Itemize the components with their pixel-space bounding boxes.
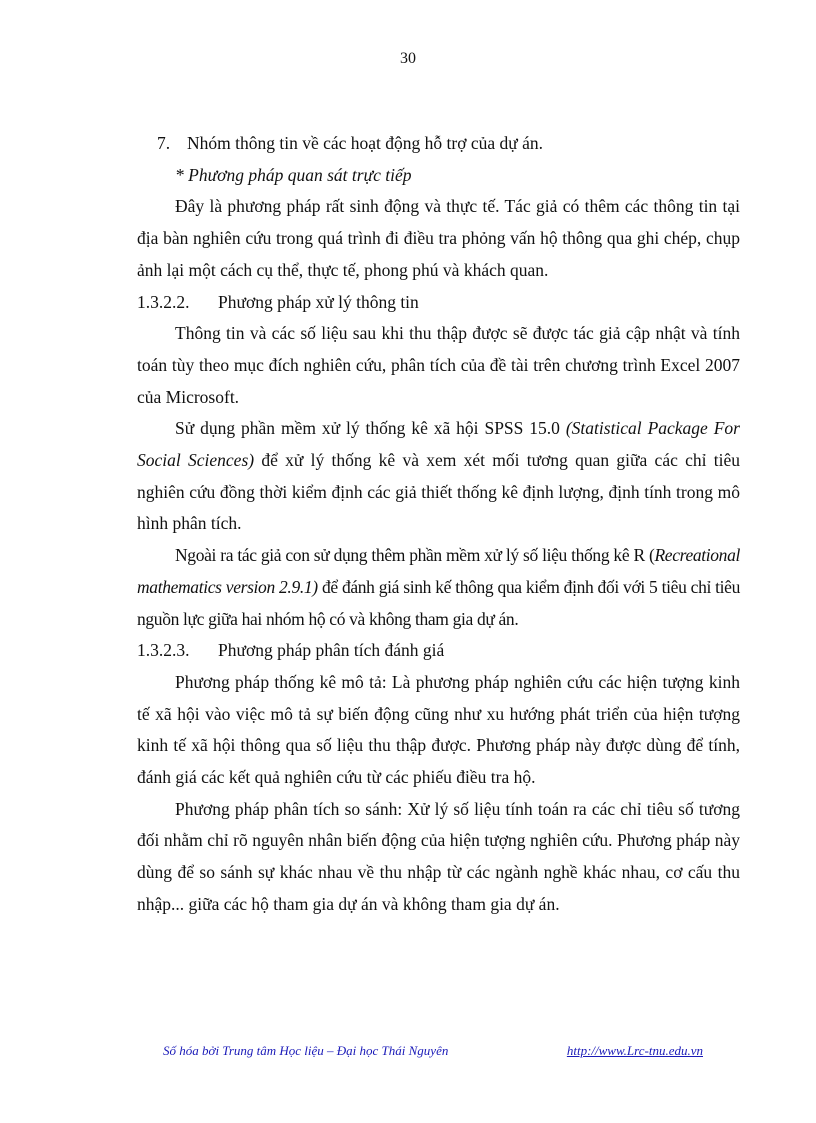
section-title: Phương pháp xử lý thông tin <box>218 291 419 312</box>
direct-observation-paragraph: Đây là phương pháp rất sinh động và thực tế. Tác giả có thêm các thông tin tại địa bàn nghiên cứu trong quá trình đi điều tra phỏng vấn hộ thông qua ghi chép, chụp ảnh lại một cách cụ thể, thực tế, phong phú và khách quan. <box>137 196 740 280</box>
section-title: Phương pháp phân tích đánh giá <box>218 640 445 661</box>
section-number: 1.3.2.3. <box>137 640 190 661</box>
list-item-text: Nhóm thông tin về các hoạt động hỗ trợ của dự án. <box>187 133 544 153</box>
section-heading-1-3-2-3 <box>137 635 740 667</box>
processing-paragraph: Thông tin và các số liệu sau khi thu thập được sẽ được tác giả cập nhật và tính toán tùy theo mục đích nghiên cứu, phân tích của đề tài trên chương trình Excel 2007 của Microsoft. <box>137 323 740 407</box>
spss-paragraph <box>137 413 740 540</box>
r-text-after: để đánh giá sinh kế thông qua kiểm định đối với 5 tiêu chỉ tiêu nguồn lực giữa hai nhóm hộ có và không tham gia dự án. <box>137 576 740 629</box>
r-text-before: Ngoài ra tác giả con sử dụng thêm phần mềm xử lý số liệu thống kê R ( <box>175 545 655 566</box>
footer-digitized-by: Số hóa bởi Trung tâm Học liệu – Đại học Thái Nguyên <box>163 1043 449 1058</box>
spss-full-name: (Statistical Package For Social Sciences) <box>137 418 740 471</box>
spss-text-before: Sử dụng phần mềm xử lý thống kê xã hội SPSS 15.0 <box>175 418 566 439</box>
page-number: 30 <box>400 50 416 67</box>
list-item-7 <box>137 128 740 160</box>
list-number: 7. <box>157 133 171 153</box>
section-number: 1.3.2.2. <box>137 291 190 312</box>
spss-text-after: để xử lý thống kê và xem xét mối tương quan giữa các chỉ tiêu nghiên cứu đồng thời kiểm định các giả thiết thống kê định lượng, định tính trong mô hình phân tích. <box>137 450 741 534</box>
r-full-name: Recreational mathematics version 2.9.1) <box>137 545 740 597</box>
section-heading-1-3-2-2 <box>137 287 740 319</box>
r-software-paragraph <box>137 540 740 635</box>
document-body <box>137 128 740 921</box>
direct-observation-heading: * Phương pháp quan sát trực tiếp <box>175 164 412 185</box>
footer-link[interactable]: http://www.Lrc-tnu.edu.vn <box>566 1043 703 1058</box>
descriptive-statistics-paragraph: Phương pháp thống kê mô tả: Là phương pháp nghiên cứu các hiện tượng kinh tế xã hội vào việc mô tả sự biến động cũng như xu hướng phát triển của hiện tượng kinh tế xã hội thông qua số liệu thu thập được. Phương pháp này được dùng để tính, đánh giá các kết quả nghiên cứu từ các phiếu điều tra hộ. <box>137 671 740 788</box>
comparative-analysis-paragraph: Phương pháp phân tích so sánh: Xử lý số liệu tính toán ra các chỉ tiêu số tương đối nhằm chỉ rõ nguyên nhân biến động của hiện tượng nghiên cứu. Phương pháp này dùng để so sánh sự khác nhau về thu nhập từ các ngành nghề khác nhau, cơ cấu thu nhập... giữa các hộ tham gia dự án và không tham gia dự án. <box>137 798 740 914</box>
